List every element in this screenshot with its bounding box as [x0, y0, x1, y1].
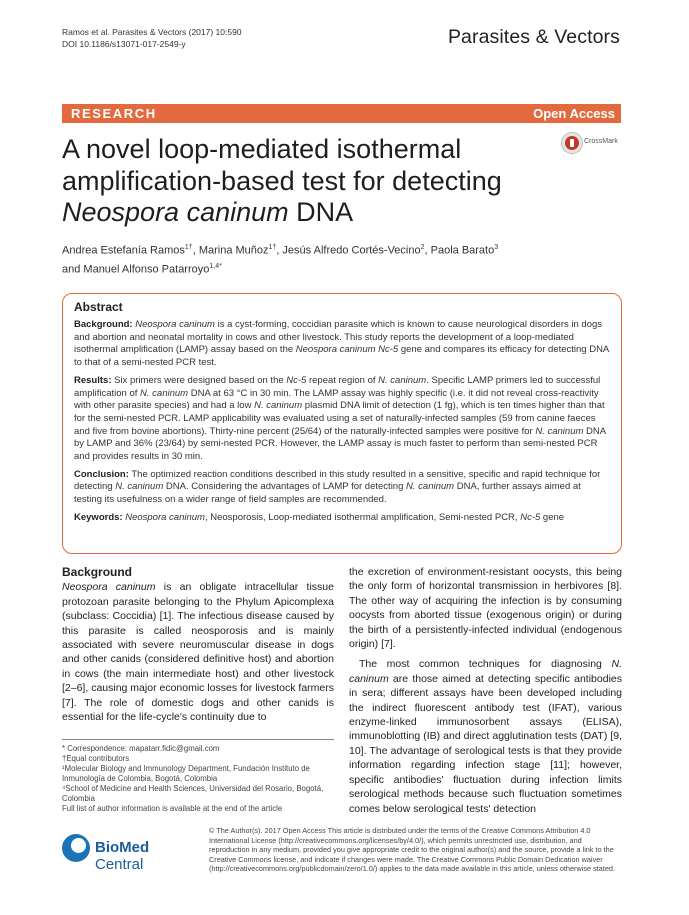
affiliation-note: ⁴School of Medicine and Health Sciences, Universidad del Rosario, Bogotá, Colombia [62, 784, 324, 803]
publisher-name [95, 839, 197, 873]
open-access-label: Open Access [533, 106, 615, 121]
article-type-label: RESEARCH [71, 106, 157, 121]
license-text: © The Author(s). 2017 Open Access This article is distributed under the terms of the Creative Commons Attribution 4.0 International License (http://creativecommons.org/licenses/by/4.0/), which permits unrestricted use, distribution, and reproduction in any medium, provided you give appropriate credit to the original author(s) and the source, provide a link to the Creative Commons license, and indicate if changes were made. The Creative Commons Public Domain Dedication waiver (http://creativecommons.org/publicdomain/zero/1.0/) applies to the data made available in this article, unless otherwise stated. [209, 826, 615, 874]
author-name[interactable]: Andrea Estefanía Ramos [62, 244, 185, 257]
keyword: , Neosporosis, Loop-mediated isothermal amplification, Semi-nested PCR, [204, 511, 521, 523]
crossmark-link[interactable] [562, 133, 628, 155]
species-name: Neospora caninum Nc-5 [295, 344, 399, 356]
abstract-text: is a cyst-forming, coccidian parasite which is known to cause neurological disorders in dogs and abortion and neonatal mortality in cows and other livestock. This study reports the development of a loop-mediated isothermal amplification (LAMP) assay based on the [74, 319, 603, 356]
publisher-name-bold: BioMed [95, 839, 150, 856]
author-affiliation: 1† [184, 244, 193, 251]
species-name: N. caninum [535, 425, 584, 437]
correspondence-note[interactable]: * Correspondence: mapatarr.fidic@gmail.com [62, 744, 220, 753]
species-name: N. caninum [406, 481, 455, 493]
body-column-left [62, 565, 334, 724]
crossmark-label: CrossMark [584, 138, 618, 145]
author-name[interactable]: and Manuel Alfonso Patarroyo [62, 263, 210, 276]
species-name: N. caninum [349, 658, 622, 685]
author-name[interactable]: , Paola Barato [424, 244, 495, 257]
author-list [62, 240, 602, 278]
abstract-text: . Specific LAMP primers led to successful amplification of [74, 374, 601, 399]
author-affiliation: 1† [268, 244, 277, 251]
author-name[interactable]: , Jesús Alfredo Cortés-Vecino [276, 244, 421, 257]
author-affiliation: 3 [494, 244, 499, 251]
publisher-name-rest: Central [95, 856, 144, 873]
author-affiliation: 1,4* [209, 263, 222, 271]
title-line-1: A novel loop-mediated isothermal [62, 134, 462, 164]
crossmark-icon [562, 133, 582, 153]
abstract-background [74, 319, 610, 370]
abstract-text: DNA by LAMP and 36% (23/64) by semi-nested PCR. However, the LAMP assay is much faster to perform than semi-nested PCR and provides results in 30 min. [74, 425, 606, 463]
author-info-note: Full list of author information is available at the end of the article [62, 804, 283, 813]
abstract-text: DNA at 63 °C in 30 min. The LAMP assay was highly specific (i.e. it did not reveal cross-reactivity with other parasite species) and had a low [74, 387, 599, 412]
author-name[interactable]: , Marina Muñoz [192, 244, 269, 257]
section-label: Conclusion: [74, 468, 129, 480]
body-text: The most common techniques for diagnosing [359, 658, 612, 671]
abstract-results [74, 375, 610, 464]
abstract-text: DNA, further assays aimed at testing its usefulness on a wider range of field samples are recommended. [74, 481, 581, 506]
page-footer [62, 826, 622, 876]
species-name: N. caninum [254, 400, 303, 412]
abstract-heading: Abstract [74, 300, 123, 314]
abstract-text: Six primers were designed based on the [111, 374, 287, 386]
abstract-text: DNA. Considering the advantages of LAMP for detecting [163, 481, 407, 493]
title-species: Neospora caninum [62, 197, 289, 227]
species-name: N. caninum [115, 481, 164, 493]
publisher-logo[interactable] [62, 830, 197, 873]
species-name: N. caninum [140, 387, 189, 399]
species-name: N. caninum [378, 374, 427, 386]
abstract-conclusion [74, 469, 610, 507]
keyword: Neospora caninum [125, 511, 205, 523]
article-type-banner [62, 104, 621, 123]
title-line-2: amplification-based test for detecting [62, 165, 502, 196]
doi-line: DOI 10.1186/s13071-017-2549-y [62, 38, 186, 49]
journal-name: Parasites & Vectors [447, 26, 620, 48]
gene-name: Nc-5 [286, 374, 307, 386]
section-label: Results: [74, 374, 112, 386]
affiliation-note: ¹Molecular Biology and Immunology Department, Fundación Instituto de Inmunología de Colombia, Bogotá, Colombia [62, 764, 310, 783]
citation-line: Ramos et al. Parasites & Vectors (2017) 10:590 [62, 27, 242, 37]
body-text: is an obligate intracellular tissue protozoan parasite belonging to the Phylum Apicomplexa (subclass: Coccidia) [1]. The infectious disease caused by this parasite is called neosporosis and is mainly associated with severe neuromuscular disease in dogs and other canids (considered definitive host) and abortion in cows (the main intermediate host) and other livestock [2–6], causing major economic losses for livestock farmers [7]. The role of domestic dogs and other canids is essential for the life-cycle's continuity due to [62, 581, 334, 724]
abstract-keywords [74, 512, 610, 525]
body-paragraph: the excretion of environment-resistant oocysts, this being the only form of horizontal transmission in herbivores [8]. The other way of acquiring the infection is by consuming oocysts from aborted tissue (exogenous origin) or during the birth of a persistently-infected individual (endogenous origin) [7]. [349, 566, 622, 651]
abstract-text: The optimized reaction conditions described in this study resulted in a sensitive, specific and rapid technique for detecting [74, 468, 601, 493]
abstract-text: repeat region of [306, 374, 379, 386]
body-column-right [349, 565, 622, 816]
abstract-box [62, 293, 622, 554]
footnotes [62, 739, 334, 814]
title-line-3: DNA [288, 197, 354, 227]
body-text: are those aimed at detecting specific antibodies in sera; different assays have been developed including the indirect fluorescent antibody test (IFAT), various enzyme-linked immunosorbent assays (ELISA), immunoblotting (IB) and direct agglutination tests (DAT) [9, 10]. The advantage of serological tests is that they provide information regarding infection stage [11]; however, specific antibodies' fluctuation during infection limits serological methods because such fluctuation sometimes comes below serological tests' detection [349, 672, 622, 815]
species-name: Neospora caninum [62, 581, 156, 594]
keyword: Nc-5 [520, 511, 541, 523]
body-paragraph [62, 580, 334, 724]
abstract-text: gene and compares its efficacy for detecting DNA to that of a semi-nested PCR test. [74, 344, 609, 369]
citation-header [62, 27, 242, 50]
keyword: gene [540, 511, 565, 523]
equal-contribution-note: †Equal contributors [62, 754, 130, 763]
body-paragraph [349, 657, 622, 815]
author-affiliation: 2 [420, 244, 425, 251]
species-name: Neospora caninum [135, 319, 215, 330]
section-label: Background: [74, 319, 133, 330]
biomed-central-icon [62, 834, 90, 862]
article-title [62, 134, 562, 229]
abstract-text: plasmid DNA limit of detection (1 fg), which is ten times higher than that for the semi-nested PCR. LAMP applicability was evaluated using a set of naturally-infected samples (59 from canine faeces and five from bovine abortions). Thirty-nine percent (25/64) of the naturally-infected samples were positive for [74, 400, 605, 437]
section-heading: Background [62, 565, 133, 579]
section-label: Keywords: [74, 511, 123, 523]
